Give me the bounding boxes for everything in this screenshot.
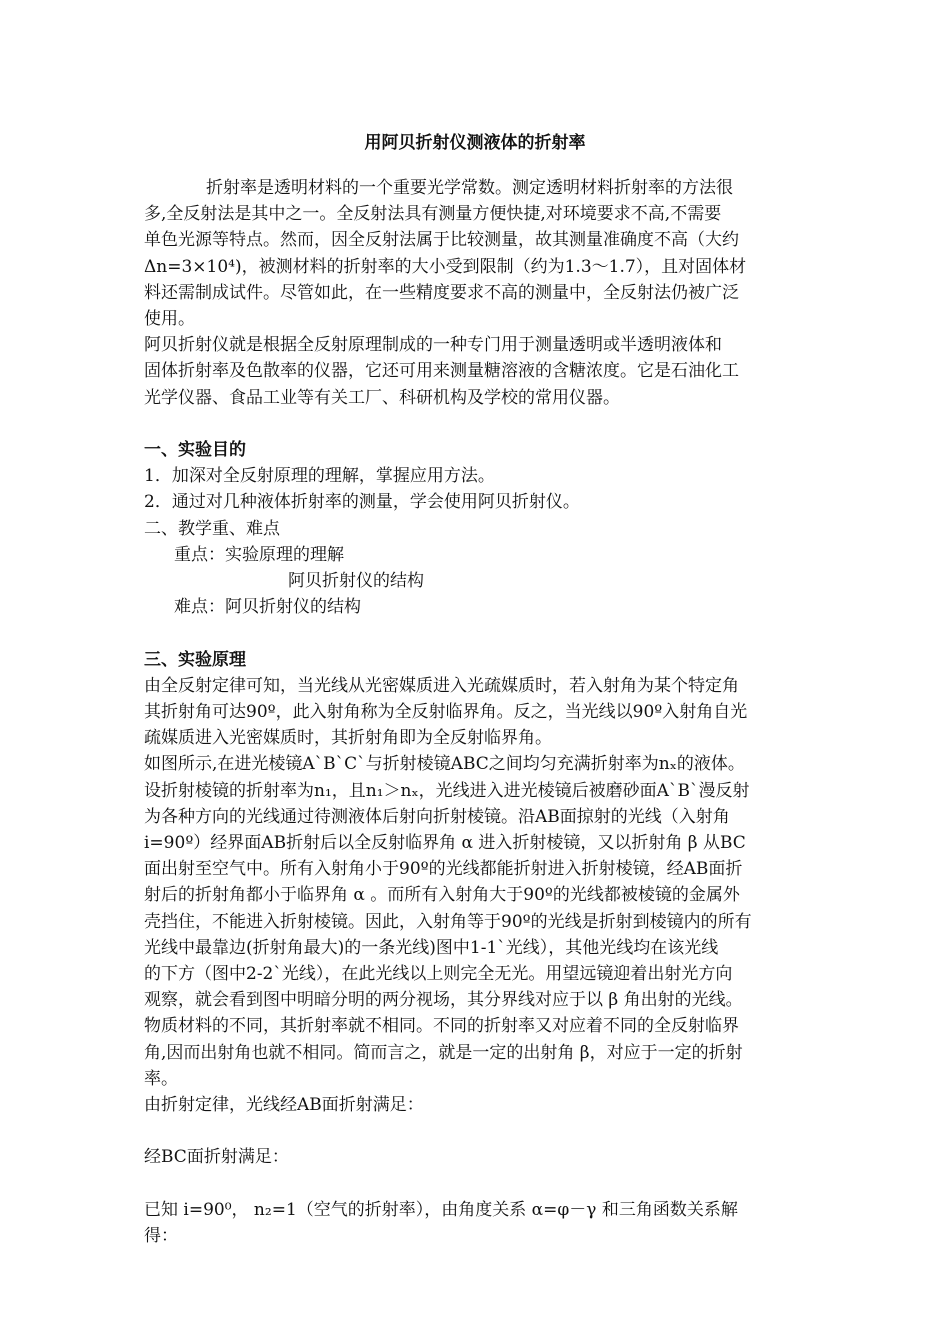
- text-line: 率。: [144, 1069, 178, 1089]
- text-line: 设折射棱镜的折射率为n₁，且n₁＞nₓ，光线进入进光棱镜后被磨砂面A`B`漫反射: [144, 781, 750, 801]
- text-line: 角,因而出射角也就不相同。简而言之，就是一定的出射角 β，对应于一定的折射: [144, 1043, 743, 1063]
- text-line: 为各种方向的光线通过待测液体后射向折射棱镜。沿AB面掠射的光线（入射角: [144, 807, 730, 827]
- text-line: 固体折射率及色散率的仪器，它还可用来测量糖溶液的含糖浓度。它是石油化工: [144, 361, 739, 381]
- text-line: 如图所示,在进光棱镜A`B`C`与折射棱镜ABC之间均匀充满折射率为nₓ的液体。: [144, 754, 745, 774]
- text-line: 料还需制成试件。尽管如此，在一些精度要求不高的测量中，全反射法仍被广泛: [144, 283, 739, 303]
- text-line: 2．通过对几种液体折射率的测量，学会使用阿贝折射仪。: [144, 492, 580, 512]
- text-line: 壳挡住，不能进入折射棱镜。因此，入射角等于90º的光线是折射到棱镜内的所有: [144, 912, 752, 932]
- text-line: 光学仪器、食品工业等有关工厂、科研机构及学校的常用仪器。: [144, 388, 620, 408]
- text-line: 折射率是透明材料的一个重要光学常数。测定透明材料折射率的方法很: [206, 178, 733, 198]
- text-line: 多,全反射法是其中之一。全反射法具有测量方便快捷,对环境要求不高,不需要: [144, 204, 722, 224]
- text-line: 由折射定律，光线经AB面折射满足：: [144, 1095, 424, 1115]
- text-line: 二、教学重、难点: [144, 519, 280, 539]
- text-line: 单色光源等特点。然而，因全反射法属于比较测量，故其测量准确度不高（大约: [144, 230, 739, 250]
- text-line: 1．加深对全反射原理的理解，掌握应用方法。: [144, 466, 495, 486]
- text-line: 射后的折射角都小于临界角 α 。而所有入射角大于90º的光线都被棱镜的金属外: [144, 885, 740, 905]
- text-line: 的下方（图中2-2`光线），在此光线以上则完全无光。用望远镜迎着出射光方向: [144, 964, 733, 984]
- text-line: 面出射至空气中。所有入射角小于90º的光线都能折射进入折射棱镜，经AB面折: [144, 859, 743, 879]
- text-line: 物质材料的不同，其折射率就不相同。不同的折射率又对应着不同的全反射临界: [144, 1016, 739, 1036]
- text-line: Δn=3×10⁴)，被测材料的折射率的大小受到限制（约为1.3～1.7），且对固体材: [144, 257, 747, 277]
- text-line: 其折射角可达90º，此入射角称为全反射临界角。反之，当光线以90º入射角自光: [144, 702, 748, 722]
- section-heading: 一、实验目的: [144, 440, 246, 460]
- text-line: 阿贝折射仪的结构: [288, 571, 424, 591]
- text-line: i=90º）经界面AB折射后以全反射临界角 α 进入折射棱镜，又以折射角 β 从BC: [144, 833, 746, 853]
- text-line: 观察，就会看到图中明暗分明的两分视场，其分界线对应于以 β 角出射的光线。: [144, 990, 743, 1010]
- text-line: 阿贝折射仪就是根据全反射原理制成的一种专门用于测量透明或半透明液体和: [144, 335, 722, 355]
- page-title: 用阿贝折射仪测液体的折射率: [364, 133, 586, 153]
- text-line: 难点：阿贝折射仪的结构: [174, 597, 361, 617]
- text-line: 得：: [144, 1226, 178, 1246]
- text-line: 由全反射定律可知，当光线从光密媒质进入光疏媒质时，若入射角为某个特定角: [144, 676, 739, 696]
- text-line: 重点：实验原理的理解: [174, 545, 344, 565]
- text-line: 疏媒质进入光密媒质时，其折射角即为全反射临界角。: [144, 728, 552, 748]
- text-line: 光线中最靠边(折射角最大)的一条光线)图中1-1`光线），其他光线均在该光线: [144, 938, 719, 958]
- text-line: 已知 i=90⁰， n₂=1（空气的折射率），由角度关系 α=φ－γ 和三角函数关系解: [144, 1200, 738, 1220]
- text-line: 经BC面折射满足：: [144, 1147, 289, 1167]
- text-line: 使用。: [144, 309, 195, 329]
- section-heading: 三、实验原理: [144, 650, 246, 670]
